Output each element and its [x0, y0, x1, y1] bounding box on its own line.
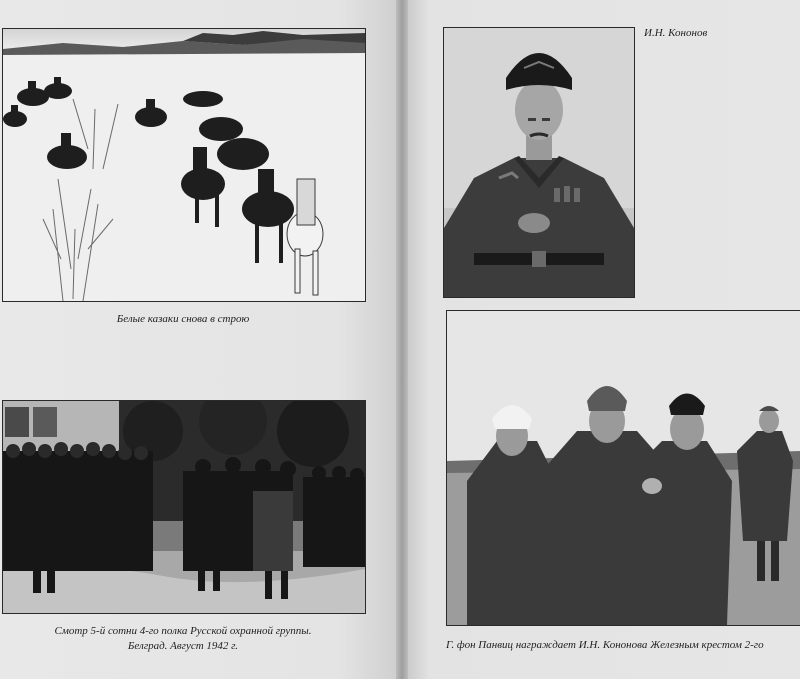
cossack-cavalry-photo [2, 28, 366, 302]
parade-caption-line1: Смотр 5-й сотни 4-го полка Русской охранной группы. [54, 625, 312, 637]
cavalry-photo-caption: Белые казаки снова в строю [116, 313, 250, 325]
kononov-name-caption: И.Н. Кононов [644, 27, 708, 39]
award-ceremony-caption: Г. фон Панвиц награждает И.Н. Кононова Железным крестом 2-го [446, 639, 764, 651]
kononov-portrait-photo [443, 27, 635, 298]
parade-photo [2, 400, 366, 614]
award-ceremony-photo [446, 310, 800, 626]
book-gutter [396, 0, 408, 679]
parade-caption-line2: Белград. Август 1942 г. [127, 640, 239, 652]
parade-photo-caption [2, 624, 364, 654]
